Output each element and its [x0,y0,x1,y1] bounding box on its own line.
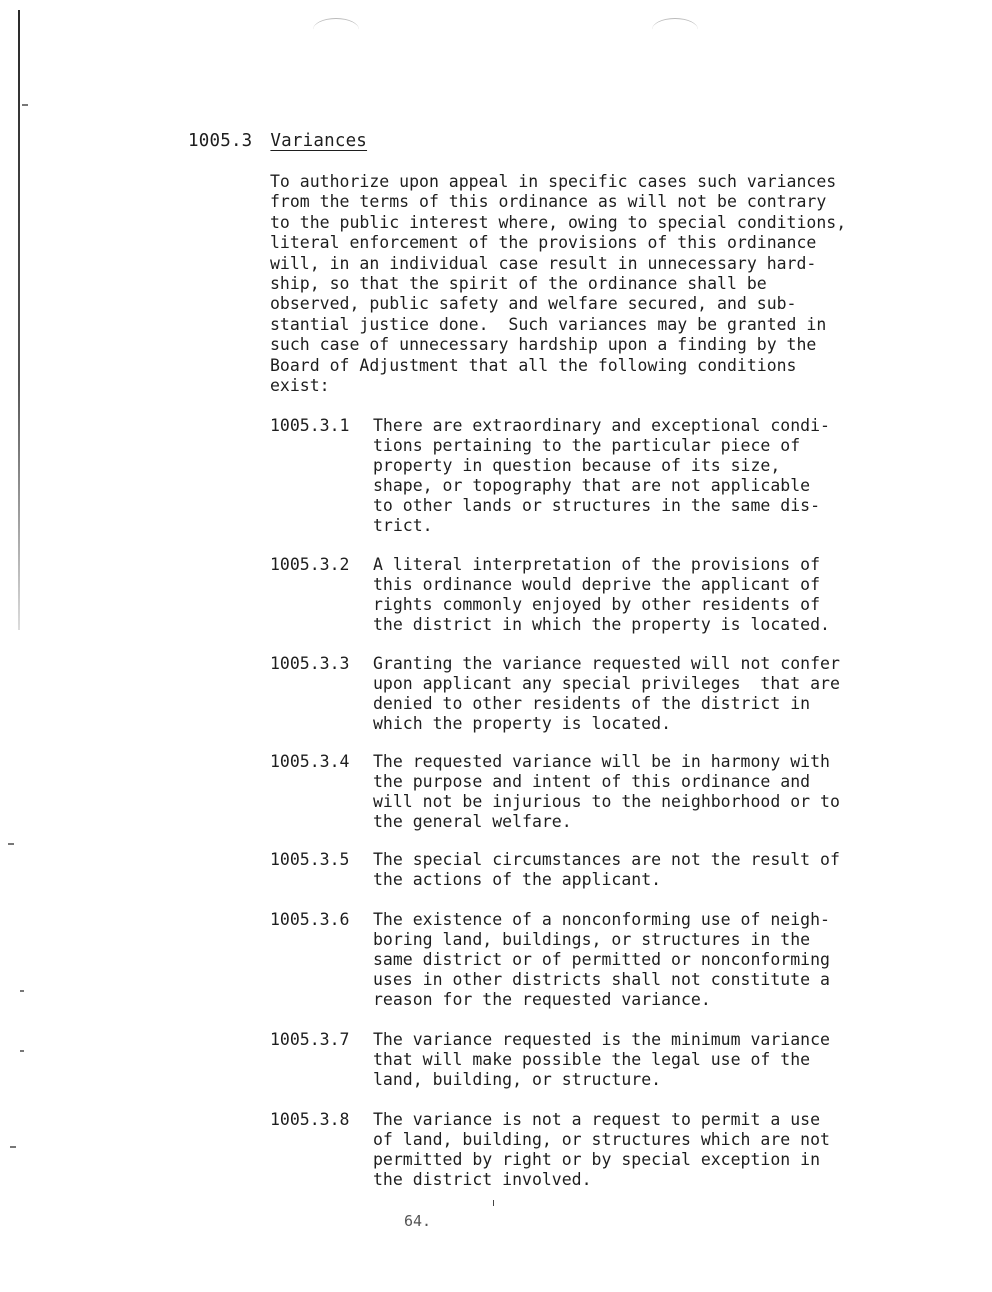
condition-line: the district involved. [373,1170,592,1189]
section-heading [188,131,367,151]
condition-line: to other lands or structures in the same dis- [373,496,821,515]
condition-line: uses in other districts shall not constitute a [373,970,830,989]
intro-line: to the public interest where, owing to special conditions, [270,212,847,232]
scan-speck [22,104,28,106]
condition-text [373,850,873,890]
condition-line: the purpose and intent of this ordinance and [373,772,811,791]
condition-line: this ordinance would deprive the applicant of [373,575,821,594]
condition-number: 1005.3.1 [270,416,350,435]
condition-line: rights commonly enjoyed by other residents of [373,595,821,614]
intro-line: literal enforcement of the provisions of this ordinance [270,233,817,253]
intro-line: To authorize upon appeal in specific cases such variances [270,172,837,191]
condition-line: permitted by right or by special exception in [373,1150,821,1169]
condition-line: tions pertaining to the particular piece of [373,436,801,455]
condition-line: boring land, buildings, or structures in the [373,930,811,949]
condition-line: shape, or topography that are not applicable [373,476,811,495]
condition-line: upon applicant any special privileges that are [373,674,840,693]
intro-line: observed, public safety and welfare secured, and sub- [270,294,797,314]
condition-line: The existence of a nonconforming use of neigh- [373,910,830,929]
scan-speck [20,990,24,992]
condition-line: same district or of permitted or nonconforming [373,950,830,969]
condition-line: trict. [373,516,433,535]
condition-line: the general welfare. [373,812,572,831]
condition-text [373,1030,873,1090]
condition-line: denied to other residents of the district in [373,694,811,713]
condition-line: the district in which the property is located. [373,615,830,634]
condition-line: of land, building, or structures which are not [373,1130,830,1149]
section-number: 1005.3 [188,131,253,151]
scan-speck [10,1146,16,1148]
condition-text [373,654,873,734]
condition-text [373,1110,873,1190]
condition-line: The requested variance will be in harmony with [373,752,830,771]
punch-hole-arc-left [313,18,359,41]
condition-text [373,910,873,1010]
intro-line: ship, so that the spirit of the ordinance shall be [270,274,767,294]
condition-line: will not be injurious to the neighborhood or to [373,792,840,811]
condition-line: reason for the requested variance. [373,990,711,1009]
scan-edge-line [18,10,20,630]
scan-speck [20,1050,24,1052]
condition-number: 1005.3.8 [270,1110,350,1129]
section-title: Variances [270,131,368,151]
condition-number: 1005.3.2 [270,555,350,574]
condition-line: property in question because of its size, [373,456,781,475]
condition-number: 1005.3.5 [270,850,350,869]
condition-line: The variance is not a request to permit a use [373,1110,821,1129]
page-number: 64. [404,1212,432,1230]
intro-line: such case of unnecessary hardship upon a finding by the [270,335,817,355]
condition-text [373,416,873,536]
condition-line: The variance requested is the minimum variance [373,1030,830,1049]
intro-line: exist: [270,376,330,396]
intro-line: Board of Adjustment that all the following conditions [270,355,797,375]
condition-line: A literal interpretation of the provisions of [373,555,821,574]
condition-line: The special circumstances are not the result of [373,850,840,869]
intro-paragraph [270,172,870,396]
scan-tick-mark [493,1200,494,1206]
condition-number: 1005.3.7 [270,1030,350,1049]
condition-number: 1005.3.6 [270,910,350,929]
punch-hole-arc-right [652,18,698,41]
condition-line: land, building, or structure. [373,1070,662,1089]
intro-line: from the terms of this ordinance as will not be contrary [270,192,827,212]
condition-line: the actions of the applicant. [373,870,662,889]
condition-line: which the property is located. [373,714,672,733]
condition-line: Granting the variance requested will not confer [373,654,840,673]
condition-line: that will make possible the legal use of the [373,1050,811,1069]
condition-line: There are extraordinary and exceptional condi- [373,416,830,435]
condition-number: 1005.3.3 [270,654,350,673]
condition-number: 1005.3.4 [270,752,350,771]
scan-speck [8,843,14,845]
intro-line: stantial justice done. Such variances may be granted in [270,314,827,334]
condition-text [373,752,873,832]
condition-text [373,555,873,635]
intro-line: will, in an individual case result in unnecessary hard- [270,253,817,273]
